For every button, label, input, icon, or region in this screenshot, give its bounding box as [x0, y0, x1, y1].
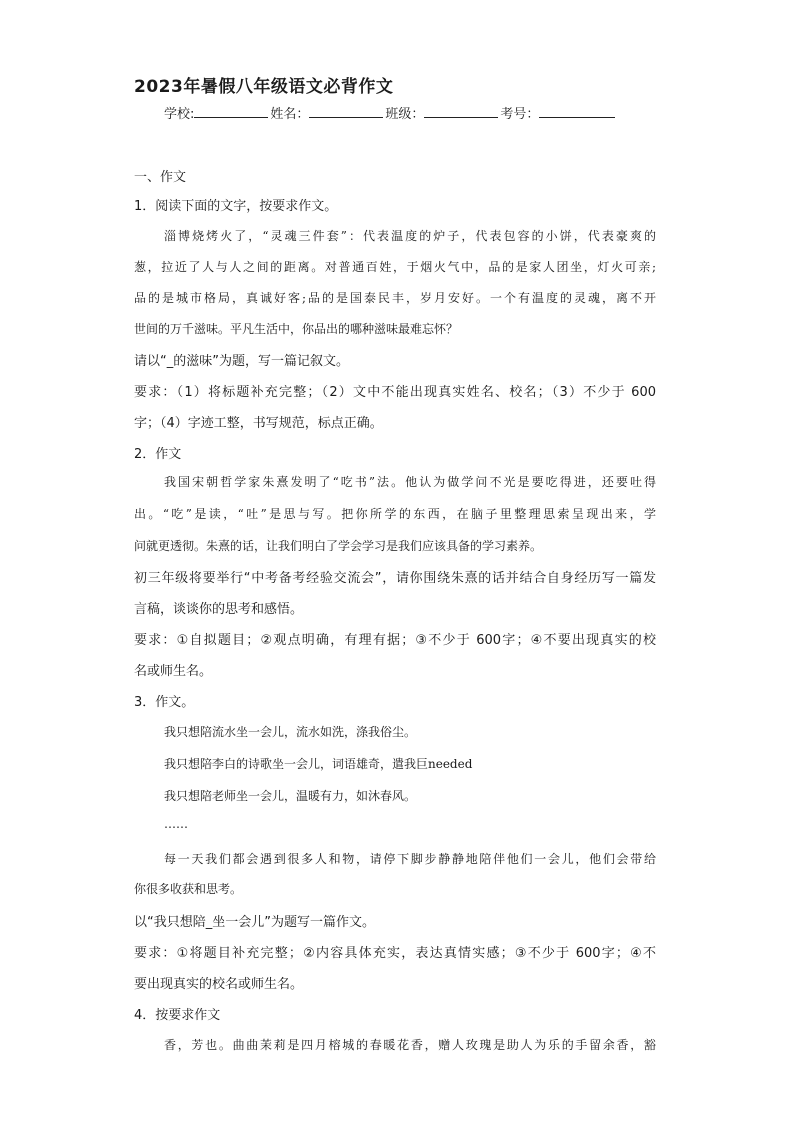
question-3-poem-line: 我只想陪流水坐一会儿，流水如洗，涤我俗尘。	[164, 725, 417, 739]
question-2-requirement-line: 名或师生名。	[134, 664, 213, 679]
question-3-material-line: 你很多收获和思考。	[134, 882, 243, 896]
question-2-prompt-line: 言稿，谈谈你的思考和感悟。	[134, 602, 304, 617]
question-3-requirement-line: 要出现真实的校名或师生名。	[134, 977, 304, 992]
question-2-heading: 2．作文	[134, 447, 182, 462]
school-blank[interactable]	[194, 103, 268, 118]
question-1-material-line: 葱，拉近了人与人之间的距离。对普通百姓，于烟火气中，品的是家人团坐，灯火可亲;	[134, 260, 656, 274]
class-label: 班级：	[385, 107, 425, 122]
question-2-requirement-line: 要求：①自拟题目；②观点明确，有理有据；③不少于 600字；④不要出现真实的校	[134, 633, 656, 648]
question-4-heading: 4．按要求作文	[134, 1008, 221, 1023]
class-blank[interactable]	[424, 103, 498, 118]
question-3-prompt: 以“我只想陪_坐一会儿”为题写一篇作文。	[134, 915, 375, 930]
question-3-heading: 3．作文。	[134, 695, 195, 710]
section-heading: 一、作文	[134, 170, 187, 185]
exam-number-blank[interactable]	[539, 103, 615, 118]
question-4-material-line: 香，芳也。曲曲茉莉是四月榕城的春暖花香，赠人玫瑰是助人为乐的手留余香，豁	[164, 1038, 656, 1052]
student-info-line	[164, 103, 617, 122]
question-1-material-line: 淄博烧烤火了，“灵魂三件套”：代表温度的炉子，代表包容的小饼，代表豪爽的	[164, 229, 656, 243]
question-1-material-line: 品的是城市格局，真诚好客;品的是国泰民丰，岁月安好。一个有温度的灵魂，离不开	[134, 291, 656, 305]
question-3-requirement-line: 要求：①将题目补充完整；②内容具体充实，表达真情实感；③不少于 600字；④不	[134, 946, 656, 961]
question-1-prompt: 请以“_的滋味”为题，写一篇记叙文。	[134, 354, 349, 369]
question-1-heading: 1．阅读下面的文字，按要求作文。	[134, 199, 338, 214]
name-label: 姓名：	[270, 107, 310, 122]
question-2-material-line: 问就更透彻。朱熹的话，让我们明白了学会学习是我们应该具备的学习素养。	[134, 539, 543, 553]
question-2-prompt-line: 初三年级将要举行“中考备考经验交流会”，请你围绕朱熹的话并结合自身经历写一篇发	[134, 571, 656, 586]
name-blank[interactable]	[309, 103, 383, 118]
question-1-requirement-line: 要求：（1）将标题补充完整；（2）文中不能出现真实姓名、校名；（3）不少于 600	[134, 385, 656, 400]
question-2-material-line: 我国宋朝哲学家朱熹发明了“吃书”法。他认为做学问不光是要吃得进，还要吐得	[164, 475, 656, 489]
question-1-material-line: 世间的万千滋味。平凡生活中，你品出的哪种滋味最难忘怀？	[134, 322, 459, 336]
question-3-poem-line: 我只想陪李白的诗歌坐一会儿，词语雄奇，遣我巨needed	[164, 757, 473, 771]
exam-number-label: 考号：	[500, 107, 540, 122]
question-3-poem-line: ……	[164, 817, 188, 831]
school-label: 学校:	[164, 107, 195, 122]
question-1-requirement-line: 字；（4）字迹工整，书写规范，标点正确。	[134, 416, 383, 431]
document-title: 2023年暑假八年级语文必背作文	[134, 77, 394, 97]
question-3-poem-line: 我只想陪老师坐一会儿，温暖有力，如沐春风。	[164, 789, 417, 803]
question-2-material-line: 出。“吃”是读，“吐”是思与写。把你所学的东西，在脑子里整理思索呈现出来，学	[134, 507, 656, 521]
question-3-material-line: 每一天我们都会遇到很多人和物，请停下脚步静静地陪伴他们一会儿，他们会带给	[164, 852, 656, 866]
